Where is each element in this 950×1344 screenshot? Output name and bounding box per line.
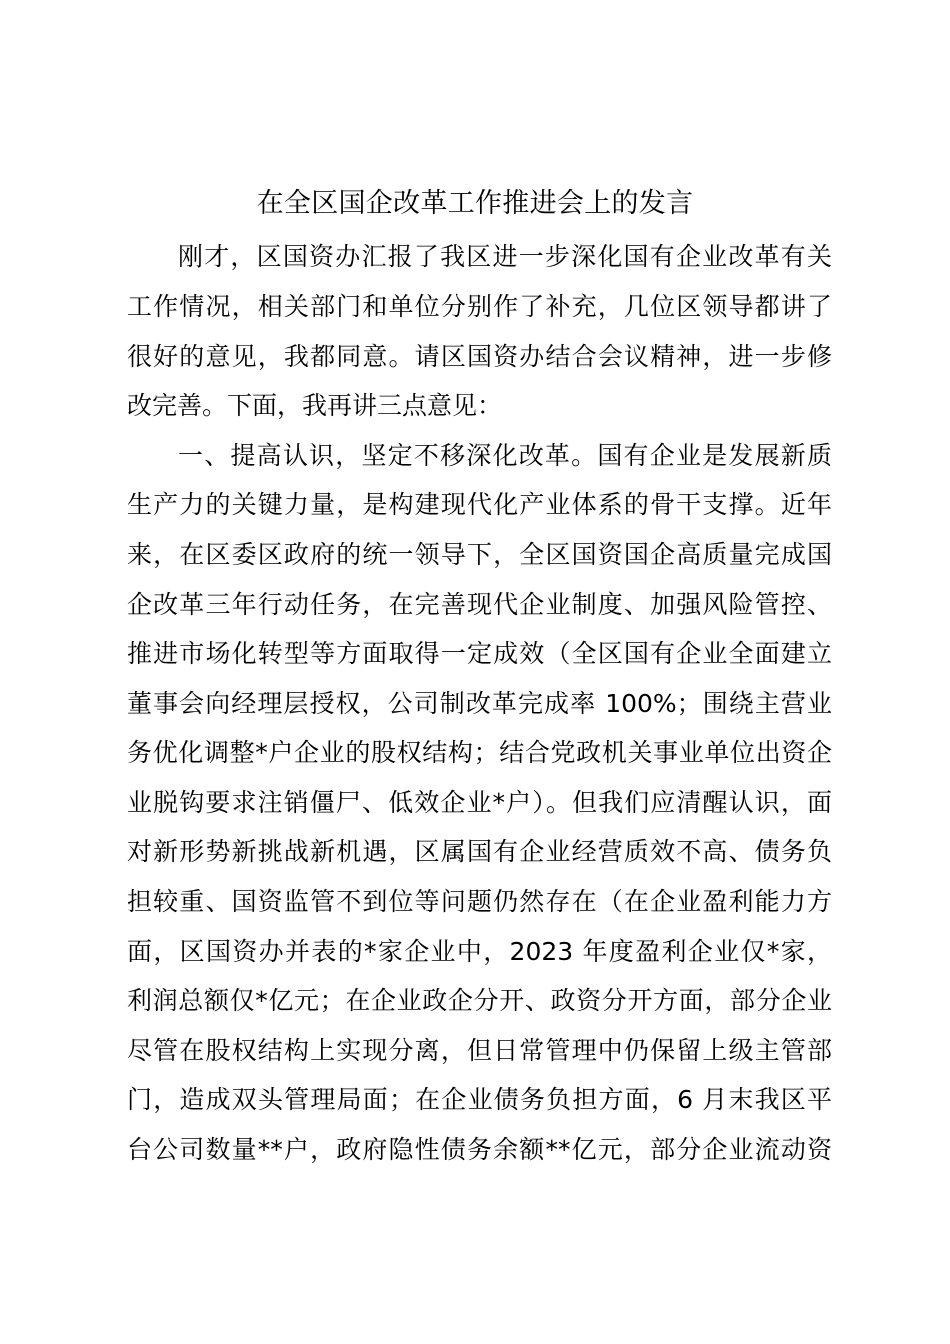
paragraph-line: 改完善。下面，我再讲三点意见： (127, 391, 503, 420)
document-title: 在全区国企改革工作推进会上的发言 (256, 188, 694, 219)
paragraph-line: 务优化调整*户企业的股权结构；结合党政机关事业单位出资企 (127, 738, 832, 767)
paragraph-line: 担较重、国资监管不到位等问题仍然存在（在企业盈利能力方 (127, 887, 832, 916)
paragraph-line: 很好的意见，我都同意。请区国资办结合会议精神，进一步修 (127, 342, 832, 371)
paragraph-line: 尽管在股权结构上实现分离，但日常管理中仍保留上级主管部 (127, 1036, 832, 1065)
paragraph-line: 工作情况，相关部门和单位分别作了补充，几位区领导都讲了 (127, 292, 832, 321)
paragraph-line: 生产力的关键力量，是构建现代化产业体系的骨干支撑。近年 (127, 490, 832, 519)
paragraph-line: 刚才，区国资办汇报了我区进一步深化国有企业改革有关 (178, 242, 832, 271)
paragraph-line: 企改革三年行动任务，在完善现代企业制度、加强风险管控、 (127, 590, 832, 619)
paragraph-line: 对新形势新挑战新机遇，区属国有企业经营质效不高、债务负 (127, 837, 832, 866)
paragraph-line: 董事会向经理层授权，公司制改革完成率 100%；围绕主营业 (127, 689, 832, 718)
section-heading-line: 一、提高认识，坚定不移深化改革。国有企业是发展新质 (178, 441, 832, 470)
paragraph-line: 面，区国资办并表的*家企业中，2023 年度盈利企业仅*家， (127, 937, 832, 966)
paragraph-line: 来，在区委区政府的统一领导下，全区国资国企高质量完成国 (127, 540, 832, 569)
paragraph-line: 利润总额仅*亿元；在企业政企分开、政资分开方面，部分企业 (127, 986, 832, 1015)
paragraph-line: 业脱钩要求注销僵尸、低效企业*户）。但我们应清醒认识，面 (127, 788, 832, 817)
paragraph-line: 门，造成双头管理局面；在企业债务负担方面，6 月末我区平 (127, 1085, 832, 1114)
paragraph-line: 台公司数量**户，政府隐性债务余额**亿元，部分企业流动资 (127, 1135, 832, 1164)
paragraph-line: 推进市场化转型等方面取得一定成效（全区国有企业全面建立 (127, 639, 832, 668)
